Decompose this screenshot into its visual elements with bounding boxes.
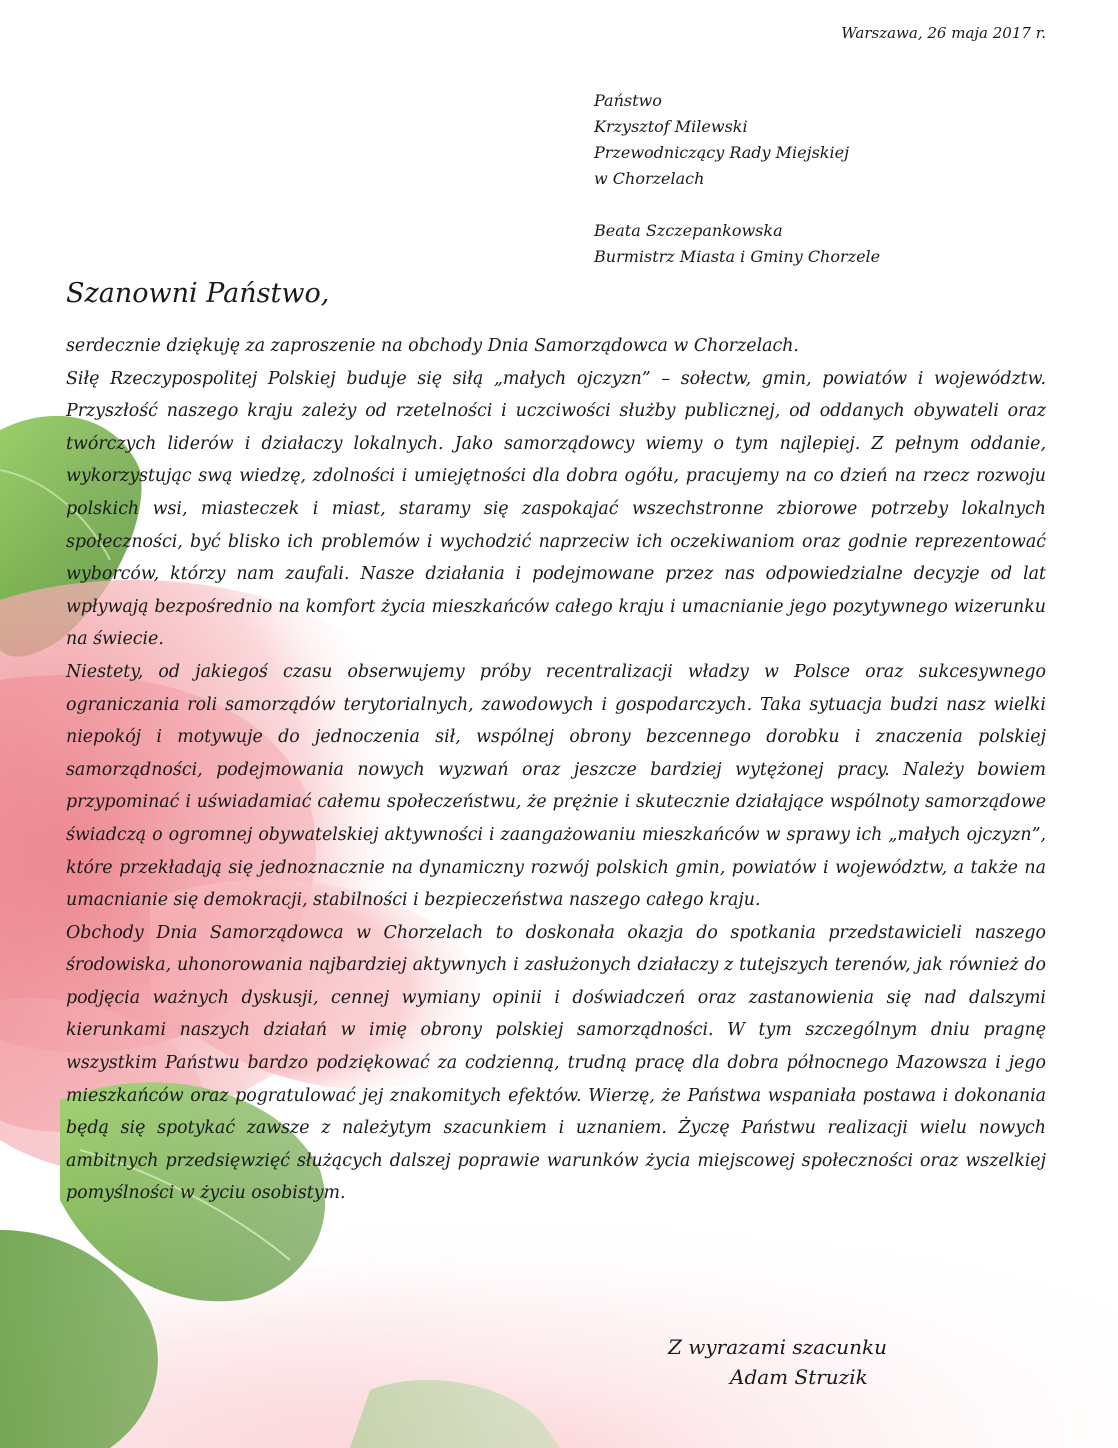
recipient-name: Krzysztof Milewski: [594, 117, 748, 136]
letter-date: Warszawa, 26 maja 2017 r.: [841, 24, 1046, 42]
closing-phrase: Z wyrazami szacunku: [668, 1335, 888, 1359]
recipient-title: Przewodniczący Rady Miejskiej: [594, 143, 850, 162]
body-paragraph: Niestety, od jakiegoś czasu obserwujemy próby recentralizacji władzy w Polsce oraz sukcesywnego ograniczania roli samorządów terytorialnych, zawodowych i gospodarczych. Taka sytuacja budzi nasz wielki niepokój i motywuje do jednoczenia sił, wspólnej obrony bezcennego dorobku i znaczenia polskiej samorządności, podejmowania nowych wyzwań oraz jeszcze bardziej wytężonej pracy. Należy bowiem przypominać i uświadamiać całemu społeczeństwu, że prężnie i skutecznie działające wspólnoty samorządowe świadczą o ogromnej obywatelskiej aktywności i zaangażowaniu mieszkańców w sprawy ich „małych ojczyzn”, które przekładają się jednoznacznie na dynamiczny rozwój polskich gmin, powiatów i województw, a także na umacnianie się demokracji, stabilności i bezpieczeństwa naszego całego kraju.: [66, 661, 1046, 911]
recipient-name: Beata Szczepankowska: [594, 221, 783, 240]
greeting: Szanowni Państwo,: [66, 278, 330, 309]
letter-body: [66, 330, 1046, 1210]
recipients-block: [594, 88, 1054, 270]
signature-name: Adam Struzik: [730, 1365, 868, 1389]
closing-block: [668, 1332, 887, 1392]
recipient-line: Państwo: [594, 91, 662, 110]
body-paragraph: Siłę Rzeczypospolitej Polskiej buduje się siłą „małych ojczyzn” – sołectw, gmin, powiatów i województw. Przyszłość naszego kraju zależy od rzetelności i uczciwości służby publicznej, od oddanych obywateli oraz twórczych liderów i działaczy lokalnych. Jako samorządowcy wiemy o tym najlepiej. Z pełnym oddanie, wykorzystując swą wiedzę, zdolności i umiejętności dla dobra ogółu, pracujemy na co dzień na rzecz rozwoju polskich wsi, miasteczek i miast, staramy się zaspokajać wszechstronne zbiorowe potrzeby lokalnych społeczności, być blisko ich problemów i wychodzić naprzeciw ich oczekiwaniom oraz godnie reprezentować wyborców, którzy nam zaufali. Nasze działania i podejmowane przez nas odpowiedzialne decyzje od lat wpływają bezpośrednio na komfort życia mieszkańców całego kraju i umacnianie jego pozytywnego wizerunku na świecie.: [66, 368, 1046, 650]
recipient-location: w Chorzelach: [594, 169, 705, 188]
body-paragraph: serdecznie dziękuję za zaproszenie na obchody Dnia Samorządowca w Chorzelach.: [66, 336, 799, 356]
body-paragraph: Obchody Dnia Samorządowca w Chorzelach to doskonała okazja do spotkania przedstawicieli naszego środowiska, uhonorowania najbardziej aktywnych i zasłużonych działaczy z tutejszych terenów, jak również do podjęcia ważnych dyskusji, cennej wymiany opinii i doświadczeń oraz zastanowienia się nad dalszymi kierunkami naszych działań w imię obrony polskiej samorządności. W tym szczególnym dniu pragnę wszystkim Państwu bardzo podziękować za codzienną, trudną pracę dla dobra północnego Mazowsza i jego mieszkańców oraz pogratulować jej znakomitych efektów. Wierzę, że Państwa wspaniała postawa i dokonania będą się spotykać zawsze z należytym szacunkiem i uznaniem. Życzę Państwu realizacji wielu nowych ambitnych przedsięwzięć służących dalszej poprawie warunków życia miejscowej społeczności oraz wszelkiej pomyślności w życiu osobistym.: [66, 922, 1046, 1204]
recipient-title: Burmistrz Miasta i Gminy Chorzele: [594, 247, 881, 266]
